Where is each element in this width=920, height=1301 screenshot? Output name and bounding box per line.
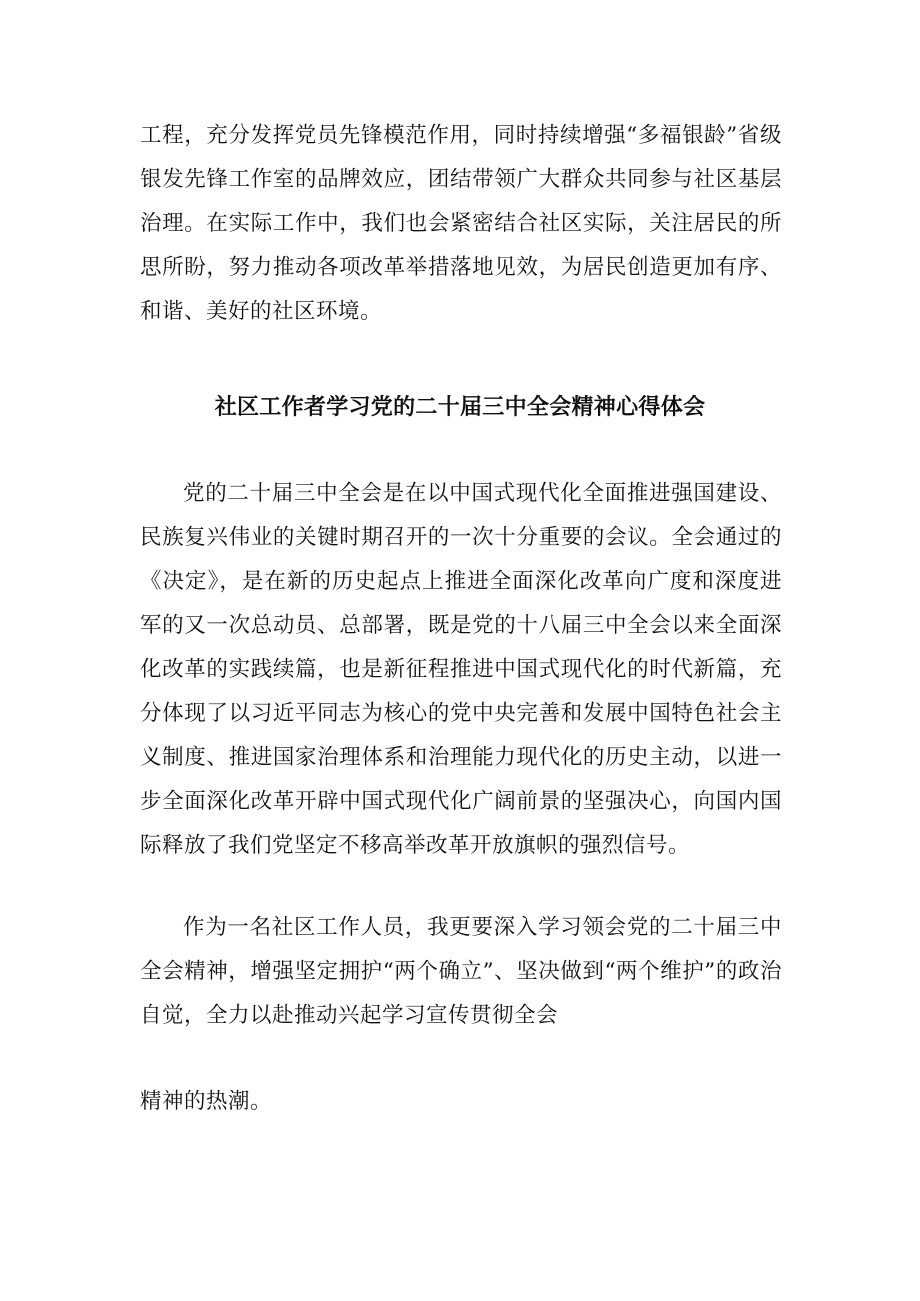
trailing-fragment: 精神的热潮。 [140, 1089, 273, 1114]
continuation-paragraph: 工程，充分发挥党员先锋模范作用，同时持续增强“多福银龄”省级银发先锋工作室的品牌效应，团结带领广大群众共同参与社区基层治理。在实际工作中，我们也会紧密结合社区实际，关注居民的所思所盼，努力推动各项改革举措落地见效，为居民创造更加有序、和谐、美好的社区环境。 [140, 123, 782, 324]
body-paragraph-1: 党的二十届三中全会是在以中国式现代化全面推进强国建设、民族复兴伟业的关键时期召开的一次十分重要的会议。全会通过的《决定》，是在新的历史起点上推进全面深化改革向广度和深度进军的又一次总动员、总部署，既是党的十八届三中全会以来全面深化改革的实践续篇，也是新征程推进中国式现代化的时代新篇，充分体现了以习近平同志为核心的党中央完善和发展中国特色社会主义制度、推进国家治理体系和治理能力现代化的历史主动，以进一步全面深化改革开辟中国式现代化广阔前景的坚强决心，向国内国际释放了我们党坚定不移高举改革开放旗帜的强烈信号。 [140, 481, 782, 858]
section-title: 社区工作者学习党的二十届三中全会精神心得体会 [214, 395, 706, 420]
body-paragraph-2: 作为一名社区工作人员，我更要深入学习领会党的二十届三中全会精神，增强坚定拥护“两个确立”、坚决做到“两个维护”的政治自觉，全力以赴推动兴起学习宣传贯彻全会 [140, 915, 782, 1028]
